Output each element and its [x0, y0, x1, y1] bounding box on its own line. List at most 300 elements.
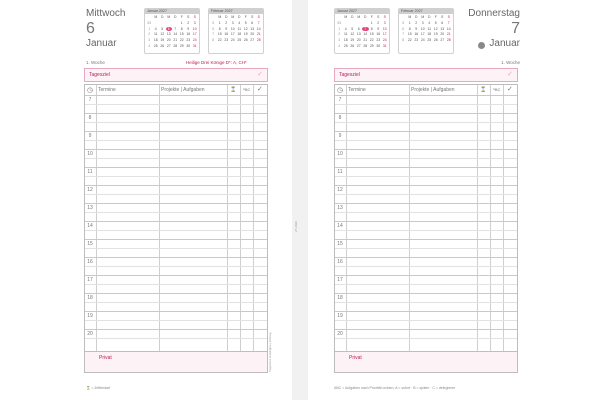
schedule-line	[85, 185, 267, 186]
schedule-line	[85, 149, 267, 150]
calendar-day: 28	[256, 38, 261, 43]
calendar-day: 31	[382, 43, 387, 48]
calendar-day: 16	[186, 32, 191, 37]
calendar-day: 4	[238, 20, 241, 25]
calendar-week-number: 7	[212, 32, 215, 37]
schedule-grid	[334, 84, 518, 373]
calendar-week-number: 6	[402, 26, 405, 31]
calendar-day: 1	[180, 20, 183, 25]
calendar-day: 13	[440, 26, 445, 31]
calendar-day: 18	[237, 32, 242, 37]
schedule-line	[85, 113, 267, 114]
schedule-line	[335, 149, 517, 150]
daily-goal-field[interactable]	[84, 68, 268, 82]
calendar-day: 23	[224, 38, 229, 43]
calendar-day: 24	[382, 38, 387, 43]
calendar-day: 11	[153, 32, 158, 37]
calendar-weekday: S	[251, 15, 254, 19]
calendar-day: 10	[192, 26, 197, 31]
schedule-line	[335, 113, 517, 114]
left-page	[0, 0, 292, 400]
calendar-weekday: M	[231, 15, 235, 19]
hour-label: 12	[337, 187, 343, 193]
schedule-grid	[84, 84, 268, 373]
schedule-line	[85, 158, 267, 159]
calendar-day: 19	[160, 38, 165, 43]
schedule-line	[335, 275, 517, 276]
calendar-week-number: 2	[338, 32, 341, 37]
mini-calendar-title: Januar 2027	[335, 9, 389, 14]
calendar-day: 9	[377, 26, 380, 31]
calendar-day: 3	[231, 20, 234, 25]
hour-label: 16	[87, 259, 93, 265]
calendar-day: 16	[414, 32, 419, 37]
calendar-week-number: 4	[148, 43, 151, 48]
schedule-line	[335, 248, 517, 249]
day-number: 7	[511, 20, 520, 37]
calendar-day: 5	[351, 26, 354, 31]
calendar-weekday: S	[447, 15, 450, 19]
calendar-day: 27	[250, 38, 255, 43]
calendar-weekday: M	[167, 15, 171, 19]
check-icon: ✓	[257, 86, 263, 93]
calendar-weekday: M	[408, 15, 412, 19]
col-projects: Projekte | Aufgaben	[411, 87, 455, 93]
calendar-weekday: M	[154, 15, 158, 19]
calendar-week-number: 2	[148, 32, 151, 37]
day-number: 6	[86, 20, 95, 37]
calendar-day: 4	[428, 20, 431, 25]
hour-label: 16	[337, 259, 343, 265]
calendar-week-number: 5	[402, 20, 405, 25]
hour-label: 15	[87, 241, 93, 247]
calendar-day: 6	[357, 26, 360, 31]
calendar-day: 15	[407, 32, 412, 37]
calendar-day: 20	[440, 32, 445, 37]
holiday-label: Heilige Drei Könige D*: A, CH*	[186, 60, 247, 65]
mini-calendar-title: Februar 2027	[399, 9, 453, 14]
calendar-day: 14	[256, 26, 261, 31]
calendar-day: 28	[363, 43, 368, 48]
calendar-weekday: M	[218, 15, 222, 19]
calendar-day: 12	[243, 26, 248, 31]
calendar-week-number: 1	[338, 26, 341, 31]
calendar-weekday: S	[383, 15, 386, 19]
schedule-line	[85, 257, 267, 258]
calendar-day: 7	[174, 26, 177, 31]
calendar-day: 30	[186, 43, 191, 48]
col-appointments: Termine	[98, 87, 116, 93]
calendar-week-number: 4	[338, 43, 341, 48]
clock-icon: ◷	[87, 87, 94, 94]
hour-label: 19	[87, 313, 93, 319]
schedule-line	[85, 95, 267, 96]
schedule-line	[85, 311, 267, 312]
mini-calendar-grid	[145, 14, 199, 49]
schedule-line	[335, 239, 517, 240]
calendar-day: 23	[186, 38, 191, 43]
hour-label: 18	[337, 295, 343, 301]
clock-icon: ◷	[337, 87, 344, 94]
schedule-line	[335, 194, 517, 195]
calendar-day: 19	[433, 32, 438, 37]
calendar-weekday: D	[225, 15, 228, 19]
footer-note: ABC = Aufgaben nach Priorität ordnen: A = sofort · B = später · C = delegieren	[334, 386, 456, 390]
calendar-weekday: D	[428, 15, 431, 19]
calendar-day: 11	[237, 26, 242, 31]
calendar-day: 13	[250, 26, 255, 31]
col-appointments: Termine	[348, 87, 366, 93]
calendar-day: 31	[192, 43, 197, 48]
calendar-day: 20	[356, 38, 361, 43]
calendar-day: 21	[256, 32, 261, 37]
calendar-weekday: D	[351, 15, 354, 19]
calendar-day: 5	[161, 26, 164, 31]
calendar-day: 2	[225, 20, 228, 25]
schedule-line	[335, 212, 517, 213]
calendar-day: 14	[363, 32, 368, 37]
mini-calendar-grid	[335, 14, 389, 49]
calendar-day: 25	[237, 38, 242, 43]
calendar-week-number: 3	[338, 38, 341, 43]
daily-goal-label: Tagesziel	[89, 72, 110, 78]
schedule-line	[85, 293, 267, 294]
calendar-day: 23	[414, 38, 419, 43]
calendar-day: 1	[370, 20, 373, 25]
calendar-day: 7	[447, 20, 450, 25]
calendar-week-number: 1	[148, 26, 151, 31]
schedule-line	[85, 221, 267, 222]
col-projects: Projekte | Aufgaben	[161, 87, 205, 93]
schedule-line	[335, 158, 517, 159]
check-icon: ✓	[507, 86, 513, 93]
schedule-line	[85, 248, 267, 249]
calendar-day: 17	[230, 32, 235, 37]
schedule-line	[335, 104, 517, 105]
day-name: Mittwoch	[86, 8, 126, 19]
calendar-weekday: D	[364, 15, 367, 19]
schedule-line	[85, 239, 267, 240]
calendar-weekday: F	[244, 15, 247, 19]
hour-label: 10	[87, 151, 93, 157]
calendar-week-number: 53	[337, 20, 342, 25]
hourglass-icon: ⌛	[230, 87, 237, 93]
calendar-day: 22	[369, 38, 374, 43]
hour-label: 11	[87, 169, 93, 175]
side-note: Tagesziel: Erledigtes | Eintrag	[268, 332, 272, 372]
calendar-day: 26	[160, 43, 165, 48]
calendar-day: 12	[160, 32, 165, 37]
check-icon: ✓	[257, 71, 263, 78]
calendar-week-number: 5	[212, 20, 215, 25]
mini-calendar-grid	[399, 14, 453, 43]
private-section[interactable]	[85, 351, 267, 372]
mini-calendar-grid	[209, 14, 263, 43]
schedule-line	[335, 320, 517, 321]
calendar-day: 18	[427, 32, 432, 37]
hour-label: 17	[87, 277, 93, 283]
hour-label: 20	[337, 331, 343, 337]
calendar-weekday: F	[180, 15, 183, 19]
hour-label: 9	[338, 133, 342, 139]
calendar-day: 27	[440, 38, 445, 43]
calendar-day: 18	[153, 38, 158, 43]
calendar-day: 30	[376, 43, 381, 48]
calendar-day: 21	[363, 38, 368, 43]
calendar-day: 14	[173, 32, 178, 37]
hour-label: 8	[338, 115, 342, 121]
calendar-day: 8	[408, 26, 411, 31]
schedule-line	[335, 293, 517, 294]
month-name: Januar	[489, 38, 520, 49]
calendar-day: 23	[376, 38, 381, 43]
calendar-day: 29	[179, 43, 184, 48]
calendar-day: 8	[180, 26, 183, 31]
calendar-day: 8	[370, 26, 373, 31]
calendar-day: 19	[243, 32, 248, 37]
calendar-weekday: S	[193, 15, 196, 19]
calendar-weekday: S	[441, 15, 444, 19]
schedule-line	[85, 302, 267, 303]
schedule-line	[85, 266, 267, 267]
calendar-weekday: M	[344, 15, 348, 19]
calendar-day: 18	[343, 38, 348, 43]
calendar-day: 8	[218, 26, 221, 31]
schedule-line	[85, 203, 267, 204]
calendar-weekday: S	[187, 15, 190, 19]
schedule-line	[85, 122, 267, 123]
calendar-day: 3	[193, 20, 196, 25]
hour-label: 13	[337, 205, 343, 211]
calendar-week-number: 8	[402, 38, 405, 43]
calendar-day: 11	[427, 26, 432, 31]
calendar-day: 26	[350, 43, 355, 48]
calendar-day: 11	[343, 32, 348, 37]
calendar-weekday: S	[257, 15, 260, 19]
calendar-day: 20	[166, 38, 171, 43]
calendar-day: 29	[369, 43, 374, 48]
calendar-day: 25	[153, 43, 158, 48]
schedule-line	[85, 167, 267, 168]
date-code: 27.2020	[294, 221, 298, 232]
month-name: Januar	[86, 38, 117, 49]
check-icon: ✓	[507, 71, 513, 78]
schedule-line	[335, 311, 517, 312]
right-page	[294, 0, 600, 400]
calendar-day: 24	[230, 38, 235, 43]
schedule-line	[335, 257, 517, 258]
schedule-line	[85, 338, 267, 339]
calendar-week-number: 3	[148, 38, 151, 43]
schedule-line	[335, 266, 517, 267]
schedule-line	[335, 185, 517, 186]
calendar-day: 26	[433, 38, 438, 43]
hour-label: 14	[337, 223, 343, 229]
calendar-week-number: 7	[402, 32, 405, 37]
calendar-day: 17	[420, 32, 425, 37]
calendar-day: 28	[446, 38, 451, 43]
calendar-day: 5	[434, 20, 437, 25]
calendar-day: 19	[350, 38, 355, 43]
hour-label: 9	[88, 133, 92, 139]
schedule-line	[85, 320, 267, 321]
hour-label: 13	[87, 205, 93, 211]
calendar-weekday: F	[370, 15, 373, 19]
daily-goal-field[interactable]	[334, 68, 518, 82]
calendar-day: 14	[446, 26, 451, 31]
calendar-day: 16	[376, 32, 381, 37]
schedule-line	[85, 329, 267, 330]
calendar-day: 9	[415, 26, 418, 31]
hour-label: 12	[87, 187, 93, 193]
hour-label: 19	[337, 313, 343, 319]
calendar-day: 25	[343, 43, 348, 48]
schedule-line	[335, 203, 517, 204]
calendar-day: 6	[441, 20, 444, 25]
calendar-week-number: 6	[212, 26, 215, 31]
calendar-day: 4	[154, 26, 157, 31]
calendar-day: 13	[166, 32, 171, 37]
calendar-weekday: D	[174, 15, 177, 19]
private-label: Privat	[99, 355, 112, 361]
hour-label: 10	[337, 151, 343, 157]
calendar-day: 24	[420, 38, 425, 43]
calendar-day: 28	[173, 43, 178, 48]
schedule-line	[335, 140, 517, 141]
schedule-line	[85, 284, 267, 285]
mini-calendar-title: Januar 2027	[145, 9, 199, 14]
calendar-day: 9	[225, 26, 228, 31]
mini-calendar-january	[334, 8, 390, 54]
private-label: Privat	[349, 355, 362, 361]
schedule-line	[85, 212, 267, 213]
calendar-weekday: F	[434, 15, 437, 19]
mini-calendar-january	[144, 8, 200, 54]
calendar-day: 25	[427, 38, 432, 43]
schedule-line	[335, 338, 517, 339]
schedule-line	[335, 176, 517, 177]
hour-label: 8	[88, 115, 92, 121]
hour-label: 20	[87, 331, 93, 337]
hour-label: 14	[87, 223, 93, 229]
calendar-weekday: D	[415, 15, 418, 19]
hour-label: 7	[338, 97, 342, 103]
schedule-line	[335, 284, 517, 285]
mini-calendar-title: Februar 2027	[209, 9, 263, 14]
day-name: Donnerstag	[468, 8, 520, 19]
calendar-day: 3	[421, 20, 424, 25]
calendar-day: 1	[218, 20, 221, 25]
schedule-line	[335, 131, 517, 132]
calendar-day: 7	[257, 20, 260, 25]
calendar-day: 6	[166, 27, 173, 32]
page-gutter	[292, 0, 308, 400]
private-section[interactable]	[335, 351, 517, 372]
calendar-day: 22	[217, 38, 222, 43]
calendar-day: 15	[179, 32, 184, 37]
abc-priority-icon: ᴬBC	[493, 87, 501, 92]
calendar-day: 27	[356, 43, 361, 48]
abc-priority-icon: ᴬBC	[243, 87, 251, 92]
mini-calendar-february	[398, 8, 454, 54]
calendar-weekday: M	[357, 15, 361, 19]
week-label: 1. Woche	[501, 60, 520, 65]
calendar-day: 9	[187, 26, 190, 31]
calendar-day: 10	[420, 26, 425, 31]
calendar-day: 3	[383, 20, 386, 25]
schedule-line	[85, 140, 267, 141]
calendar-day: 15	[369, 32, 374, 37]
today-dot-icon	[478, 42, 485, 49]
calendar-day: 24	[192, 38, 197, 43]
calendar-day: 5	[244, 20, 247, 25]
schedule-line	[85, 230, 267, 231]
calendar-day: 1	[408, 20, 411, 25]
calendar-day: 22	[407, 38, 412, 43]
schedule-line	[85, 176, 267, 177]
hour-label: 7	[88, 97, 92, 103]
calendar-day: 4	[344, 26, 347, 31]
mini-calendar-february	[208, 8, 264, 54]
calendar-day: 27	[166, 43, 171, 48]
calendar-week-number: 8	[212, 38, 215, 43]
schedule-line	[335, 221, 517, 222]
schedule-line	[335, 122, 517, 123]
schedule-line	[85, 194, 267, 195]
calendar-day: 2	[187, 20, 190, 25]
calendar-day: 20	[250, 32, 255, 37]
schedule-line	[85, 275, 267, 276]
calendar-weekday: D	[238, 15, 241, 19]
calendar-day: 17	[382, 32, 387, 37]
schedule-line	[335, 329, 517, 330]
calendar-day: 2	[377, 20, 380, 25]
calendar-weekday: S	[377, 15, 380, 19]
hourglass-icon: ⌛	[480, 87, 487, 93]
daily-goal-label: Tagesziel	[339, 72, 360, 78]
schedule-line	[85, 104, 267, 105]
calendar-day: 7	[362, 27, 369, 32]
calendar-day: 21	[173, 38, 178, 43]
hour-label: 15	[337, 241, 343, 247]
week-label: 1. Woche	[86, 60, 105, 65]
calendar-day: 22	[179, 38, 184, 43]
calendar-week-number: 53	[147, 20, 152, 25]
calendar-day: 13	[356, 32, 361, 37]
calendar-day: 12	[350, 32, 355, 37]
calendar-day: 6	[251, 20, 254, 25]
hour-label: 18	[87, 295, 93, 301]
hour-label: 11	[337, 169, 343, 175]
schedule-line	[335, 167, 517, 168]
calendar-day: 2	[415, 20, 418, 25]
calendar-day: 26	[243, 38, 248, 43]
calendar-day: 21	[446, 32, 451, 37]
calendar-day: 12	[433, 26, 438, 31]
schedule-line	[335, 230, 517, 231]
hour-label: 17	[337, 277, 343, 283]
schedule-line	[335, 302, 517, 303]
calendar-day: 10	[230, 26, 235, 31]
footer-note: ⌛ = Zeitbedarf	[86, 386, 111, 390]
calendar-day: 15	[217, 32, 222, 37]
calendar-day: 10	[382, 26, 387, 31]
calendar-weekday: D	[161, 15, 164, 19]
calendar-day: 17	[192, 32, 197, 37]
schedule-line	[85, 131, 267, 132]
schedule-line	[335, 95, 517, 96]
calendar-day: 16	[224, 32, 229, 37]
